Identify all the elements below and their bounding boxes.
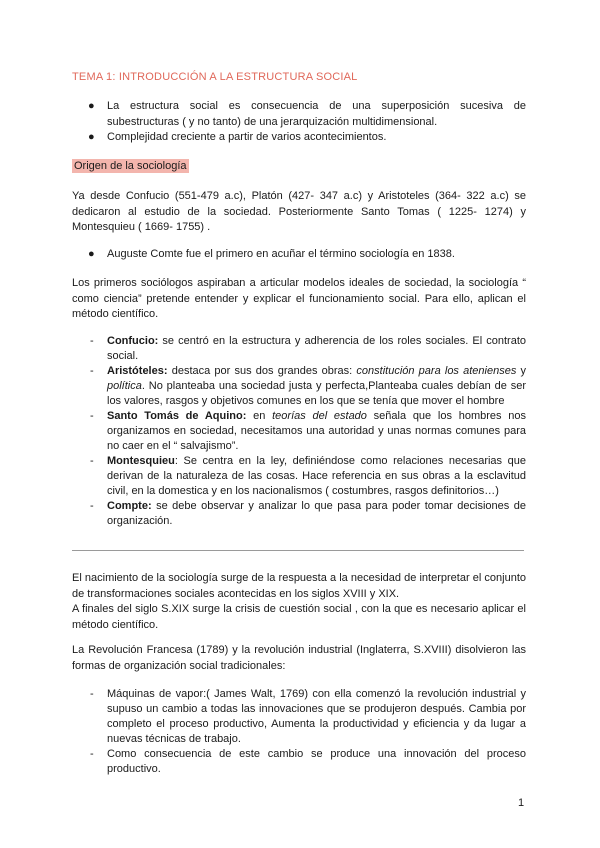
list-item (72, 130, 526, 146)
thinker-text: en (246, 410, 273, 422)
revolution-paragraph: La Revolución Francesa (1789) y la revolución industrial (Inglaterra, S.XVIII) disolvieron las formas de organización social tradicionales: (72, 644, 526, 672)
list-item-text: Como consecuencia de este cambio se produce una innovación del proceso productivo. (107, 748, 526, 775)
list-item-text: La estructura social es consecuencia de una superposición sucesiva de subestructuras ( y no tanto) de una jerarquización multidimensional. (107, 100, 526, 128)
list-item-compte (72, 499, 526, 529)
birth-paragraph-line2: A finales del siglo S.XIX surge la crisis de cuestión social , con la que es necesario aplicar el método científico. (72, 603, 526, 631)
list-item (72, 247, 526, 263)
dash-marker: - (90, 748, 94, 760)
list-item (72, 99, 526, 130)
thinker-text: . No planteaba una sociedad justa y perfecta,Planteaba cuales debían de ser los valores, rasgos y objetivos comunes en los que se tenía que mover el hombre (107, 380, 526, 407)
list-item-montesquieu (72, 454, 526, 499)
page-number: 1 (518, 797, 525, 809)
thinker-text: y (516, 365, 527, 377)
dash-marker: - (90, 365, 94, 377)
dash-marker: - (90, 688, 94, 700)
thinker-name: Aristóteles: (107, 365, 168, 377)
list-item-tomas (72, 409, 526, 454)
revolution-list (72, 687, 526, 777)
list-item-aristoteles (72, 364, 526, 409)
work-title: teorías del estado (272, 410, 367, 422)
section-heading-text: Origen de la sociología (74, 160, 187, 172)
list-item (72, 747, 526, 777)
horizontal-divider (72, 550, 524, 551)
comte-bullet (72, 247, 526, 263)
thinkers-list (72, 334, 526, 529)
dash-marker: - (90, 335, 94, 347)
thinker-text: se centró en la estructura y adherencia de los roles sociales. El contrato social. (107, 335, 526, 362)
thinker-text: destaca por sus dos grandes obras: (167, 365, 357, 377)
section-heading (72, 159, 526, 175)
list-item-text: Máquinas de vapor:( James Walt, 1769) con ella comenzó la revolución industrial y supuso un cambio a todas las innovaciones que se produjeron después. Cambia por completo el proceso productivo, Aumenta la productividad y eficiencia y da lugar a nuevas técnicas de trabajo. (107, 688, 526, 745)
list-item-text: Auguste Comte fue el primero en acuñar el término sociología en 1838. (107, 248, 455, 260)
thinker-text: señala que los hombres nos organizamos en sociedad, necesitamos una autoridad y unas normas comunes para no caer en el “ salvajismo”. (107, 410, 526, 452)
bullet-marker: ● (88, 100, 95, 112)
thinker-text: : Se centra en la ley, definiéndose como relaciones necesarias que derivan de la naturaleza de las cosas. Hace referencia en sus obras a la esclavitud civil, en la domestica y en los nacionalismos ( costumbres, rasgos definitorios…) (107, 455, 526, 497)
origin-paragraph: Ya desde Confucio (551-479 a.c), Platón (427- 347 a.c) y Aristoteles (364- 322 a.c) se dedicaron al estudio de la sociedad. Posteriormente Santo Tomas ( 1225- 1274) y Montesquieu ( 1669- 1755) . (72, 190, 526, 233)
intro-bullet-list (72, 99, 526, 146)
work-title: constitución para los atenienses (356, 365, 517, 377)
thinker-name: Compte: (107, 500, 152, 512)
dash-marker: - (90, 455, 94, 467)
birth-paragraph-line1: El nacimiento de la sociología surge de la respuesta a la necesidad de interpretar el conjunto de transformaciones sociales acontecidas en los siglos XVIII y XIX. (72, 572, 526, 600)
bullet-marker: ● (88, 131, 95, 143)
list-item-confucio (72, 334, 526, 364)
thinker-name: Confucio: (107, 335, 159, 347)
work-title: política (107, 380, 142, 392)
birth-paragraph (72, 571, 526, 633)
bullet-marker: ● (88, 248, 95, 260)
sociologists-paragraph: Los primeros sociólogos aspiraban a articular modelos ideales de sociedad, la sociología “ como ciencia” pretende entender y explicar el funcionamiento social. Para ello, aplican el método científico. (72, 277, 526, 320)
thinker-name: Montesquieu (107, 455, 175, 467)
document-title: TEMA 1: INTRODUCCIÓN A LA ESTRUCTURA SOCIAL (72, 71, 358, 83)
list-item (72, 687, 526, 747)
thinker-text: se debe observar y analizar lo que pasa para poder tomar decisiones de organización. (107, 500, 526, 527)
dash-marker: - (90, 410, 94, 422)
thinker-name: Santo Tomás de Aquino: (107, 410, 247, 422)
list-item-text: Complejidad creciente a partir de varios acontecimientos. (107, 131, 387, 143)
dash-marker: - (90, 500, 94, 512)
